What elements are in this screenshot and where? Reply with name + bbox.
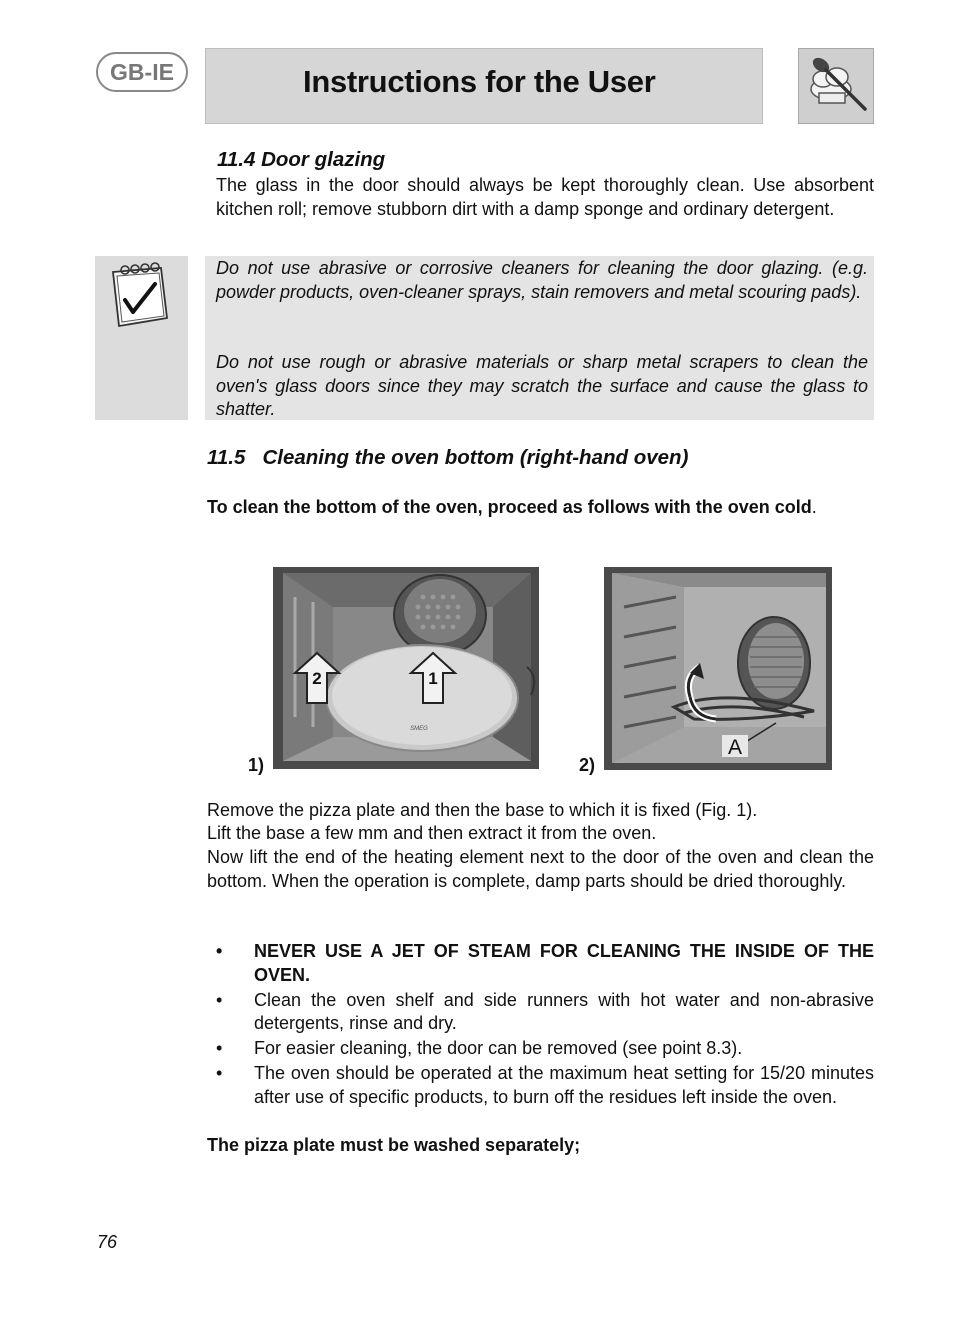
- bullet-text: The oven should be operated at the maximum heat setting for 15/20 minutes after use of specific products, to burn off the residues left inside the oven.: [254, 1063, 874, 1107]
- section-heading-door-glazing: 11.4 Door glazing: [217, 148, 386, 171]
- fig2-callout-a: A: [727, 736, 743, 759]
- pizza-plate-wash-note: The pizza plate must be washed separately;: [207, 1135, 581, 1155]
- country-badge: GB-IE: [96, 52, 188, 92]
- fig1-plate-brand: SMEG: [410, 726, 428, 732]
- fig1-arrow-2-label: 2: [312, 669, 322, 688]
- list-item: [207, 940, 874, 987]
- bullet-text: Clean the oven shelf and side runners with hot water and non-abrasive detergents, rinse and dry.: [254, 989, 874, 1033]
- intro-bold-text: To clean the bottom of the oven, proceed as follows with the oven cold: [207, 497, 812, 517]
- note-abrasive-cleaners: Do not use abrasive or corrosive cleaners for cleaning the door glazing. (e.g. powder products, oven-cleaner sprays, stain removers and metal scouring pads).: [216, 258, 868, 302]
- note-rough-materials: Do not use rough or abrasive materials or sharp metal scrapers to clean the oven's glass doors since they may scratch the surface and cause the glass to shatter.: [216, 352, 868, 419]
- step-lift-base: Lift the base a few mm and then extract it from the oven.: [207, 823, 657, 843]
- warning-note-box: [205, 256, 874, 420]
- note-icon-panel: [95, 256, 188, 420]
- bullet-dot: •: [216, 1063, 223, 1083]
- bullet-text: For easier cleaning, the door can be removed (see point 8.3).: [254, 1038, 743, 1058]
- page-number: 76: [97, 1232, 118, 1252]
- list-item: [207, 1037, 874, 1061]
- door-glazing-body: The glass in the door should always be kept thoroughly clean. Use absorbent kitchen roll; remove stubborn dirt with a damp sponge and ordinary detergent.: [216, 175, 874, 219]
- bullet-dot: •: [216, 941, 223, 961]
- intro-period: .: [811, 497, 817, 517]
- header-bar: [205, 48, 763, 124]
- bullet-text: NEVER USE A JET OF STEAM FOR CLEANING THE INSIDE OF THE OVEN.: [254, 941, 874, 985]
- step-lift-heating-element: Now lift the end of the heating element next to the door of the oven and clean the bottom. When the operation is complete, damp parts should be dried thoroughly.: [207, 847, 874, 891]
- step-remove-pizza-plate: Remove the pizza plate and then the base to which it is fixed (Fig. 1).: [207, 800, 758, 820]
- figure-1-label: 1): [248, 755, 265, 775]
- list-item: [207, 989, 874, 1036]
- figure-2-heating-element: [604, 567, 832, 775]
- fig1-arrow-1-label: 1: [428, 669, 438, 688]
- oven-bottom-intro: [207, 496, 874, 520]
- section-heading-oven-bottom: 11.5 Cleaning the oven bottom (right-hand oven): [207, 446, 689, 469]
- cleaning-tips-list: [207, 940, 874, 1111]
- notepad-check-icon: [103, 260, 171, 330]
- bullet-dot: •: [216, 1038, 223, 1058]
- page-title: Instructions for the User: [303, 64, 656, 99]
- figure-1-pizza-plate: [273, 567, 539, 774]
- list-item: [207, 1062, 874, 1109]
- chef-hat-spoon-icon: [798, 48, 874, 124]
- bullet-dot: •: [216, 989, 223, 1010]
- figure-2-label: 2): [579, 755, 596, 775]
